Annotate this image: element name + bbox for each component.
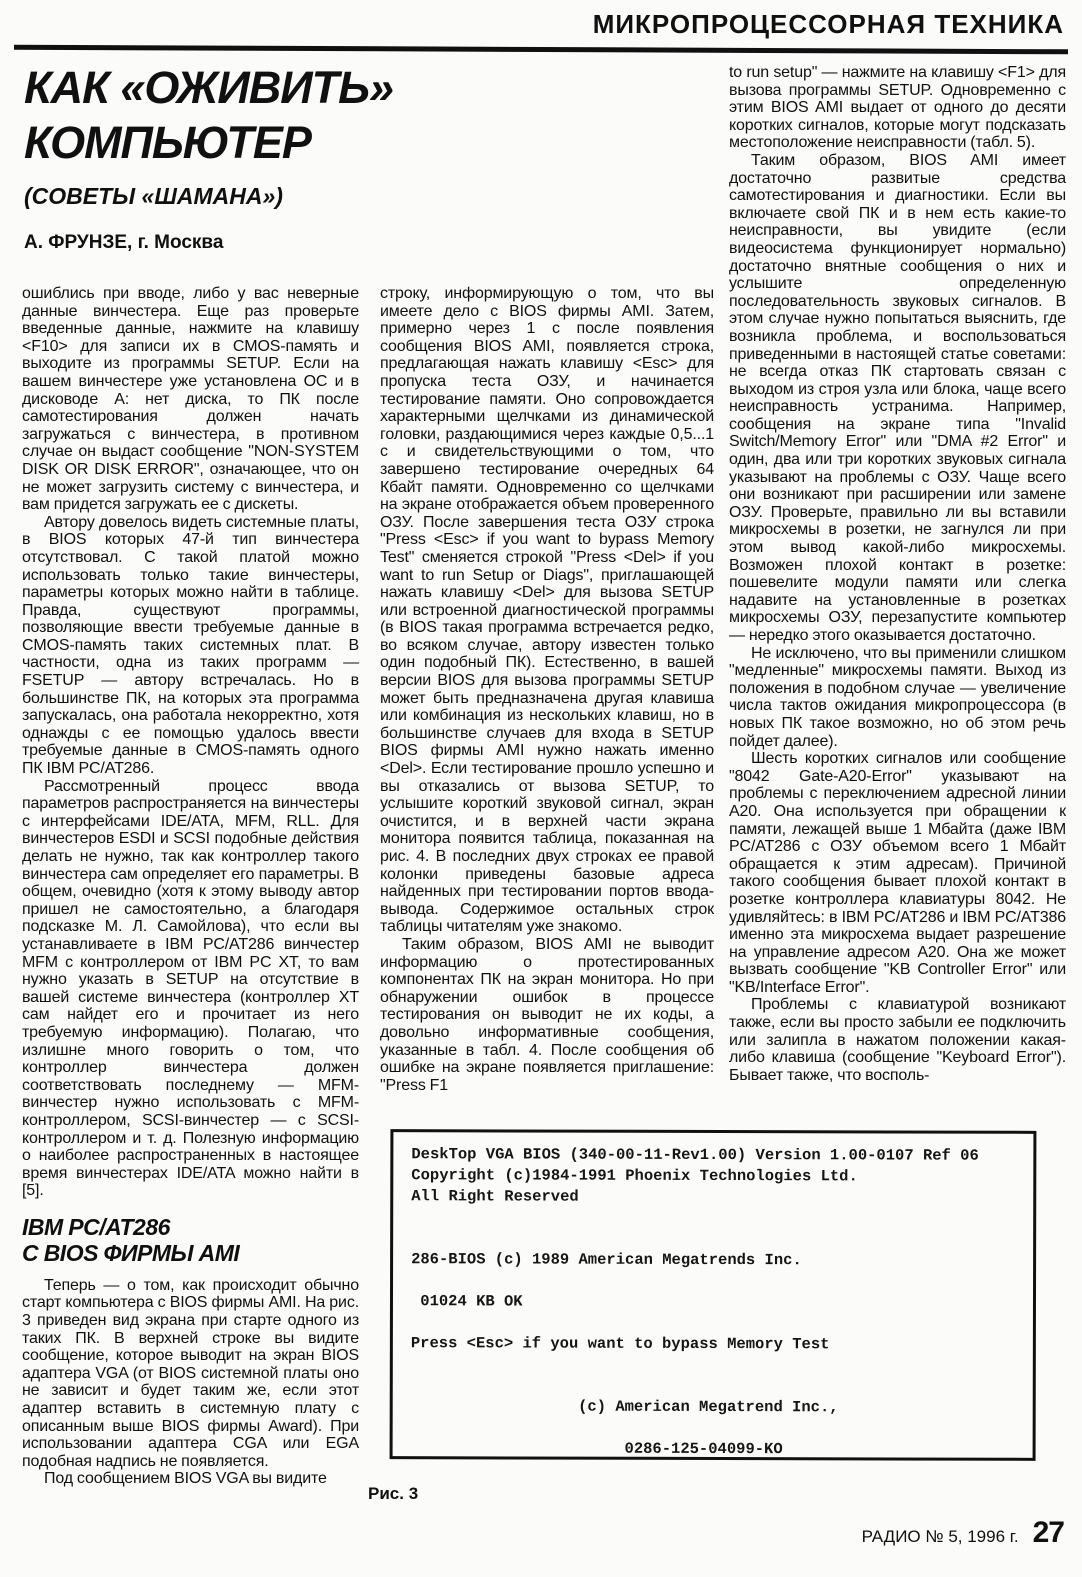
article-title [24,60,393,170]
text-column-2 [380,285,714,1135]
section-heading [22,1214,359,1266]
paragraph: Автору довелось видеть системные платы, в BIOS которых 47-й тип винчестера отсутствовал. С такой платой можно использовать только такие винчестеры, параметры которых можно найти в таблице. Правда, существуют программы, позволяющие ввести требуемые данные в CMOS-память таких системных плат. В частности, одна из таких программ — FSETUP — автору встречалась. Но в большинстве ПК, на которых эта программа запускалась, она работала некорректно, хотя однажды с ее помощью удалось ввести требуемые данные в CMOS-память одного ПК IBM PC/AT286. [22,513,359,778]
journal-issue: РАДИО № 5, 1996 г. [861,1527,1019,1546]
paragraph: Проблемы с клавиатурой возникают также, если вы просто забыли ее подключить или залипла в нажатом положении какая-либо клавиша (сообщение "Keyboard Error"). Бывает также, что восполь- [729,996,1066,1084]
section-heading-line2: С BIOS ФИРМЫ AMI [22,1239,240,1266]
paragraph: Рассмотренный процесс ввода параметров распространяется на винчестеры с интерфейсами IDE/ATA, MFM, RLL. Для винчестеров ESDI и SCSI подобные действия делать не нужно, так как контроллер такого винчестера сам определяет его параметры. В общем, очевидно (хотя к этому выводу автор пришел не самостоятельно, а благодаря подсказке М. Л. Самойлова), что если вы устанавливаете в IBM PC/AT286 винчестер MFM с контроллером от IBM PC XT, то вам нужно указать в SETUP на отсутствие в вашей системе винчестера (контроллер XT сам найдет его и прочитает из него требуемую информацию). Полагаю, что излишне много говорить о том, что контроллер винчестера должен соответствовать последнему — MFM-винчестер нужно использовать с MFM-контроллером, SCSI-винчестер — с SCSI-контроллером и т. д. Полезную информацию о наиболее распространенных в настоящее время винчестерах IDE/ATA можно найти в [5]. [22,777,359,1200]
paragraph: ошиблись при вводе, либо у вас неверные данные винчестера. Еще раз проверьте введенные данные, нажмите на клавишу <F10> для записи их в CMOS-память и выходите из программы SETUP. Если на вашем винчестере уже установлена ОС и в дисководе А: нет диска, то ПК после самотестирования должен начать загружаться с винчестера, в противном случае он выдаст сообщение "NON-SYSTEM DISK OR DISK ERROR", означающее, что он не может загрузить систему с винчестера, и вам придется загружать ее с дискеты. [22,285,359,514]
header-rule [14,45,1068,55]
article-title-line2: КОМПЬЮТЕР [24,117,311,168]
paragraph: Таким образом, BIOS AMI не выводит информацию о протестированных компонентах ПК на экран монитора. Но при обнаружении ошибок в процессе тестирования он выводит не их коды, а довольно информативные сообщения, указанные в табл. 4. После сообщения об ошибке на экране появляется приглашение: "Press F1 [380,935,714,1094]
figure-caption: Рис. 3 [368,1484,419,1503]
bios-screen-figure [390,1129,1037,1461]
article-subtitle: (СОВЕТЫ «ШАМАНА») [24,183,283,209]
page-number: 27 [1032,1516,1064,1549]
text-column-1 [22,285,359,1520]
text-column-3 [729,64,1066,1134]
paragraph: Шесть коротких сигналов или сообщение "8042 Gate-A20-Error" указывают на проблемы с переключением адресной линии A20. Она используется при обращении к памяти, лежащей выше 1 Мбайта (даже IBM PC/AT286 с ОЗУ объемом всего 1 Мбайт обращается к этим адресам). Причиной такого сообщения бывает плохой контакт в розетке контроллера клавиатуры 8042. Не удивляйтесь: в IBM PC/AT286 и IBM PC/AT386 именно эта микросхема выдает разрешение на управление адресом A20. Она же может вызвать сообщение "KB Controller Error" или "KB/Interface Error". [729,750,1066,996]
paragraph: Под сообщением BIOS VGA вы видите [44,1470,327,1488]
article-title-line1: КАК «ОЖИВИТЬ» [24,62,393,113]
paragraph: Теперь — о том, как происходит обычно старт компьютера с BIOS фирмы AMI. На рис. 3 приведен вид экрана при старте одного из таких ПК. В верхней строке вы видите сообщение, которое выводит на экран BIOS адаптера VGA (от BIOS системной платы оно не зависит и будет таким же, если этот адаптер вставить в системную плату с описанным выше BIOS фирмы Award). При использовании адаптера CGA или EGA подобная надпись не появляется. [22,1276,359,1470]
article-author: А. ФРУНЗЕ, г. Москва [24,232,224,253]
section-heading-line1: IBM PC/AT286 [22,1213,170,1240]
paragraph: строку, информирующую о том, что вы имеете дело с BIOS фирмы AMI. Затем, примерно через 1 с после появления сообщения BIOS AMI, появляется строка, предлагающая нажать клавишу <Esc> для пропуска теста ОЗУ, и начинается тестирование памяти. Оно сопровождается характерными щелчками из динамической головки, раздающимися через каждые 0,5...1 с и свидетельствующими о том, что завершено тестирование очередных 64 Кбайт памяти. Одновременно со щелчками на экране отображается объем проверенного ОЗУ. После завершения теста ОЗУ строка "Press <Esc> if you want to bypass Memory Test" сменяется строкой "Press <Del> if you want to run Setup or Diags", приглашающей нажать клавишу <Del> для вызова SETUP или встроенной диагностической программы (в BIOS такая программа встречается редко, во всяком случае, автору известен только один подобный ПК). Естественно, в вашей версии BIOS для вызова программы SETUP может быть предназначена другая клавиша или комбинация из нескольких клавиш, но в большинстве случаев для входа в SETUP BIOS фирмы AMI нужно нажать именно <Del>. Если тестирование прошло успешно и вы отказались от вызова SETUP, то услышите короткий звуковой сигнал, экран очистится, и в верхней части экрана монитора появится таблица, показанная на рис. 4. В последних двух строках ее правой колонки приведены базовые адреса найденных при тестировании портов ввода-вывода. Содержимое остальных строк таблицы читателям уже знакомо. [380,285,714,936]
terminal-text: DeskTop VGA BIOS (340-00-11-Rev1.00) Version 1.00-0107 Ref 06 Copyright (c)1984-1991 Phoenix Technologies Ltd. All Right Reserved 286-BIOS (c) 1989 American Megatrends Inc. 01024 KB OK Press <Esc> if you want to bypass Memory Test (c) American Megatrend Inc., 0286-125-04099-KO [410,1145,979,1459]
page-footer [862,1516,1064,1550]
paragraph: to run setup" — нажмите на клавишу <F1> для вызова программы SETUP. Одновременно с этим BIOS AMI выдает от одного до десяти коротких сигналов, которые могут подсказать местоположение неисправности (табл. 5). [729,64,1066,152]
paragraph: Не исключено, что вы применили слишком "медленные" микросхемы памяти. Выход из положения в подобном случае — увеличение числа тактов ожидания микропроцессора (в новых ПК такое возможно, но об этом речь пойдет далее). [729,644,1066,750]
paragraph: Таким образом, BIOS AMI имеет достаточно развитые средства самотестирования и диагностики. Если вы включаете свой ПК и в нем есть какие-то неисправности, вы увидите (если видеосистема функционирует нормально) достаточно внятные сообщения о них и услышите определенную последовательность звуковых сигналов. В этом случае нужно попытаться выяснить, где возникла проблема, и воспользоваться приведенными в настоящей статье советами: не всегда отказ ПК стартовать связан с выходом из строя узла или блока, чаще всего неисправность устранима. Например, сообщения на экране типа "Invalid Switch/Memory Error" или "DMA #2 Error" и один, два или три коротких звуковых сигнала указывают на проблемы с ОЗУ. Чаще всего они возникают при расширении или замене ОЗУ. Проверьте, правильно ли вы вставили микросхемы в розетки, не загнулся ли при этом вывод какой-либо микросхемы. Возможен плохой контакт в розетке: пошевелите модули памяти или слегка надавите на установленные в розетках микросхемы ОЗУ, перезапустите компьютер — нередко этого оказывается достаточно. [729,151,1066,644]
section-title: МИКРОПРОЦЕССОРНАЯ ТЕХНИКА [592,9,1064,39]
